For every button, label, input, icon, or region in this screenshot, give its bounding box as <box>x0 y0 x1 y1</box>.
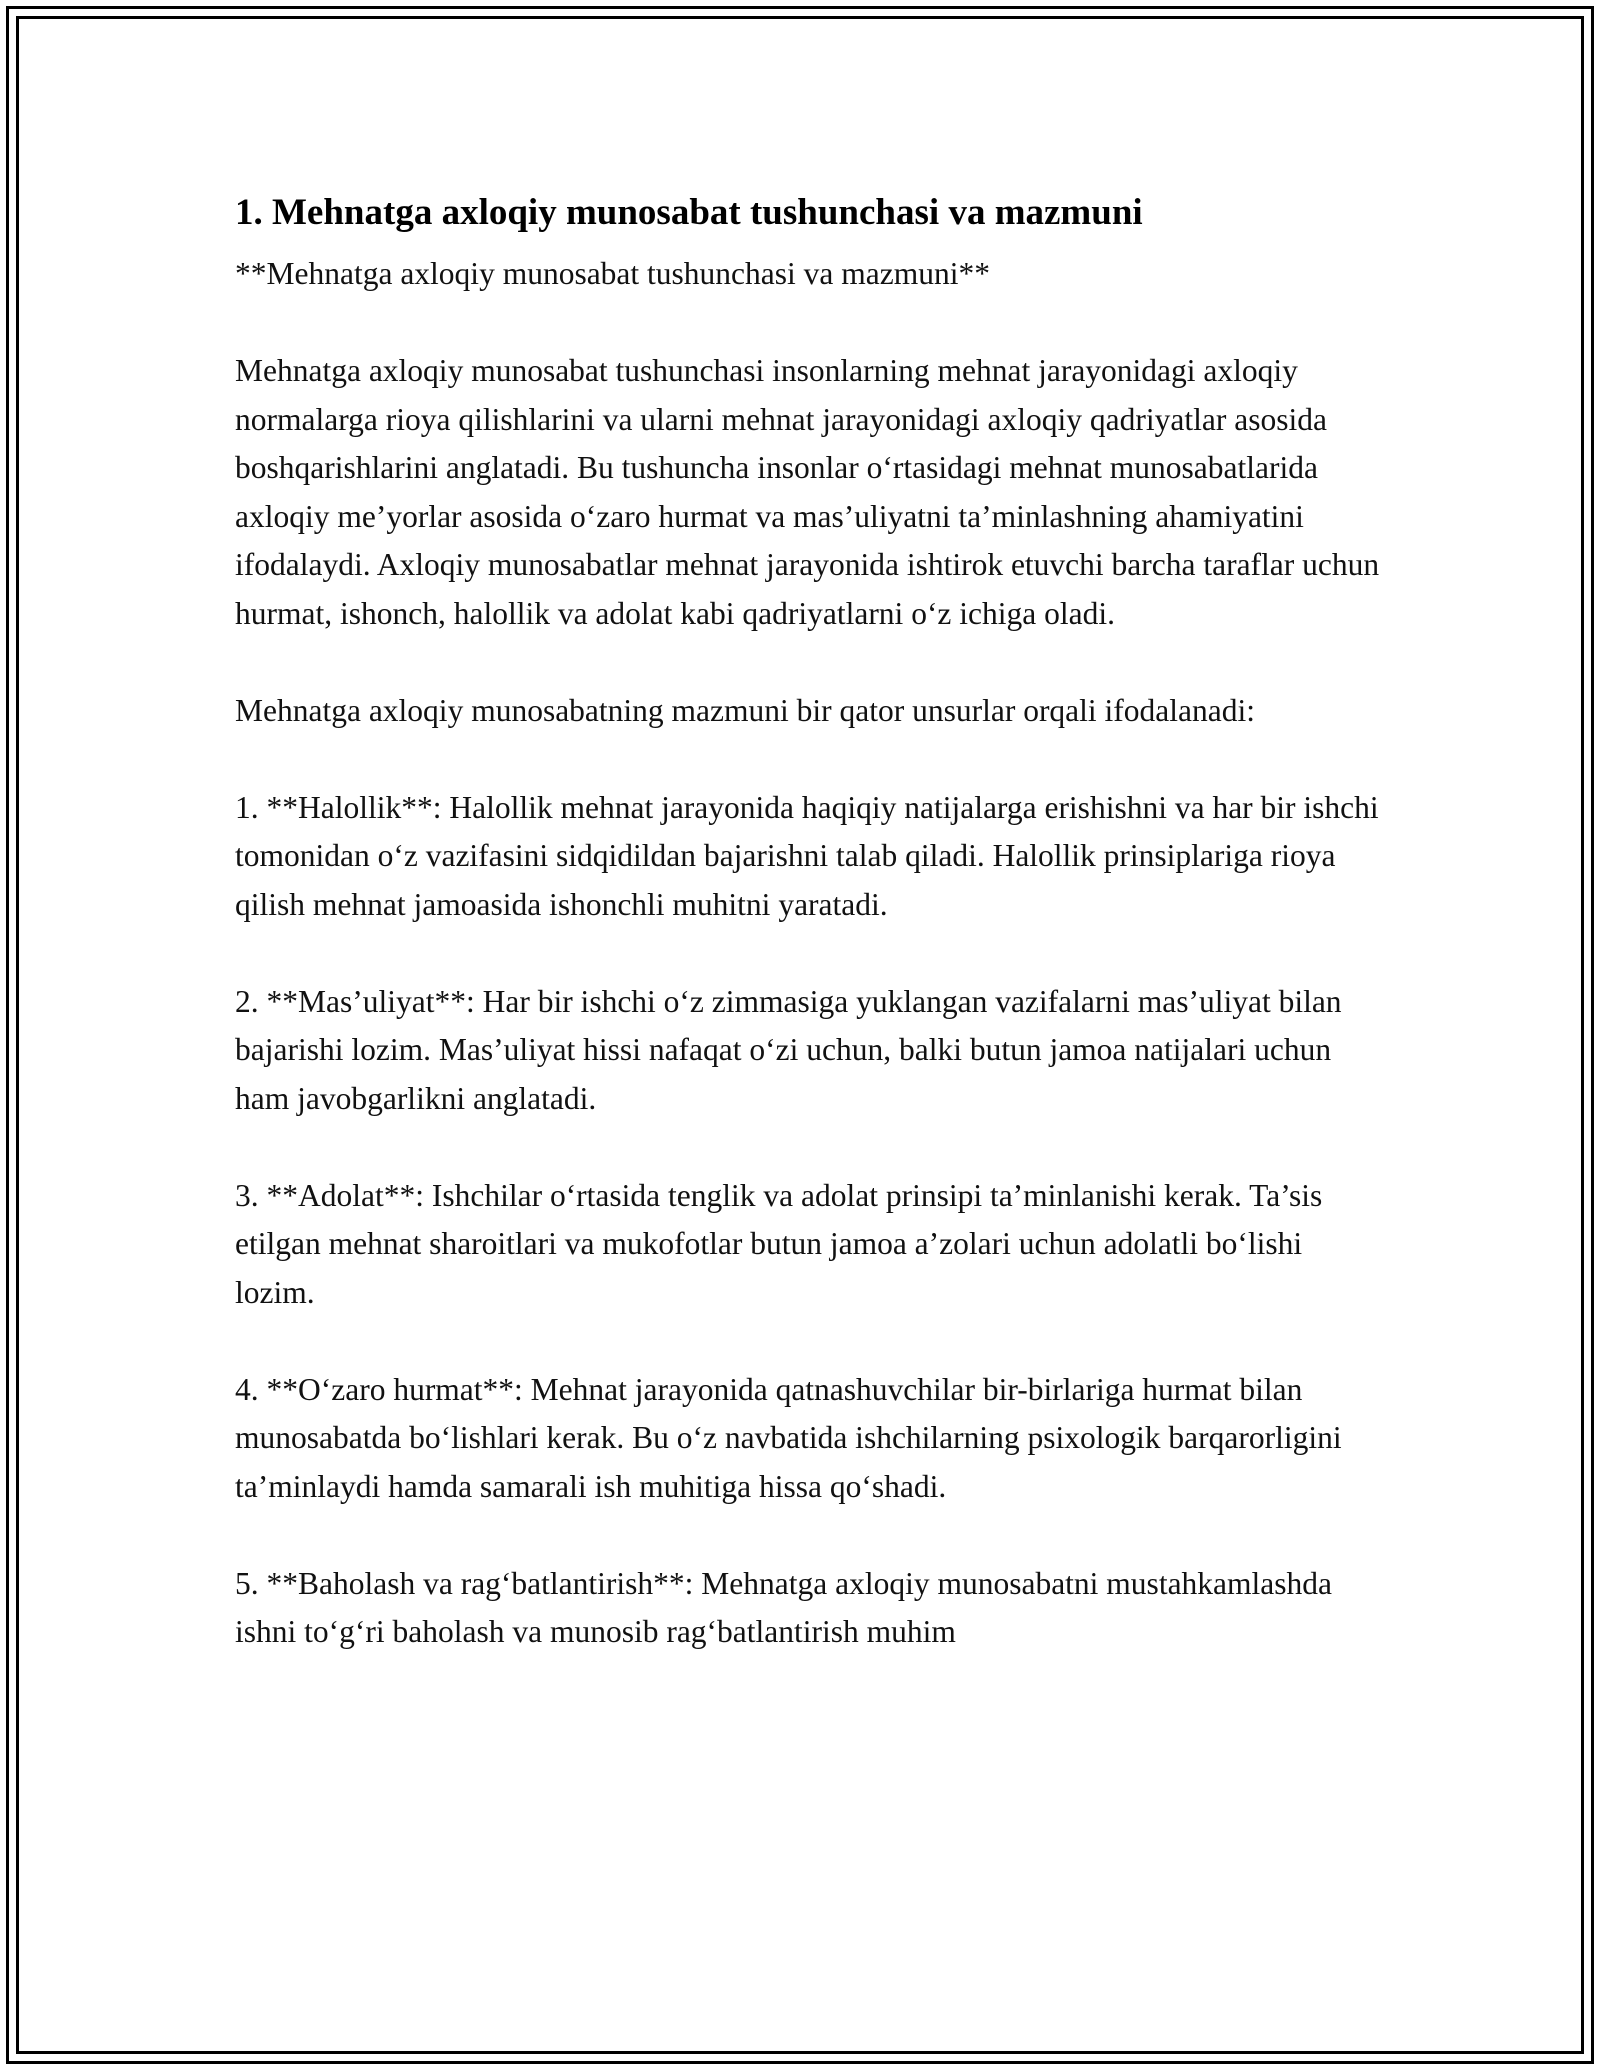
list-item-halollik: 1. **Halollik**: Halollik mehnat jarayonida haqiqiy natijalarga erishishni va har bir ishchi tomonidan o‘z vazifasini sidqidildan bajarishni talab qiladi. Halollik prinsiplariga rioya qilish mehnat jamoasida ishonchli muhitni yaratadi. <box>235 789 1379 922</box>
list-item-masuliyat: 2. **Mas’uliyat**: Har bir ishchi o‘z zimmasiga yuklangan vazifalarni mas’uliyat bilan bajarishi lozim. Mas’uliyat hissi nafaqat o‘zi uchun, balki butun jamoa natijalari uchun ham javobgarlikni anglatadi. <box>235 983 1342 1116</box>
document-content <box>235 186 1380 1705</box>
section-subtitle: **Mehnatga axloqiy munosabat tushunchasi va mazmuni** <box>235 256 990 291</box>
document-title: 1. Mehnatga axloqiy munosabat tushunchasi va mazmuni <box>235 192 1143 233</box>
content-lead-paragraph: Mehnatga axloqiy munosabatning mazmuni bir qator unsurlar orqali ifodalanadi: <box>235 692 1255 728</box>
list-item-baholash: 5. **Baholash va rag‘batlantirish**: Mehnatga axloqiy munosabatni mustahkamlashda ishni to‘g‘ri baholash va munosib rag‘batlantirish muhim <box>235 1565 1333 1649</box>
list-item-ozaro-hurmat: 4. **O‘zaro hurmat**: Mehnat jarayonida qatnashuvchilar bir-birlariga hurmat bilan munosabatda bo‘lishlari kerak. Bu o‘z navbatida ishchilarning psixologik barqarorligini ta’minlaydi hamda samarali ish muhitiga hissa qo‘shadi. <box>235 1371 1342 1504</box>
list-item-adolat: 3. **Adolat**: Ishchilar o‘rtasida tenglik va adolat prinsipi ta’minlanishi kerak. Ta’sis etilgan mehnat sharoitlari va mukofotlar butun jamoa a’zolari uchun adolatli bo‘lishi lozim. <box>235 1177 1323 1310</box>
intro-paragraph: Mehnatga axloqiy munosabat tushunchasi insonlarning mehnat jarayonidagi axloqiy normalarga rioya qilishlarini va ularni mehnat jarayonidagi axloqiy qadriyatlar asosida boshqarishlarini anglatadi. Bu tushuncha insonlar o‘rtasidagi mehnat munosabatlarida axloqiy me’yorlar asosida o‘zaro hurmat va mas’uliyatni ta’minlashning ahamiyatini ifodalaydi. Axloqiy munosabatlar mehnat jarayonida ishtirok etuvchi barcha taraflar uchun hurmat, ishonch, halollik va adolat kabi qadriyatlarni o‘z ichiga oladi. <box>235 353 1380 631</box>
